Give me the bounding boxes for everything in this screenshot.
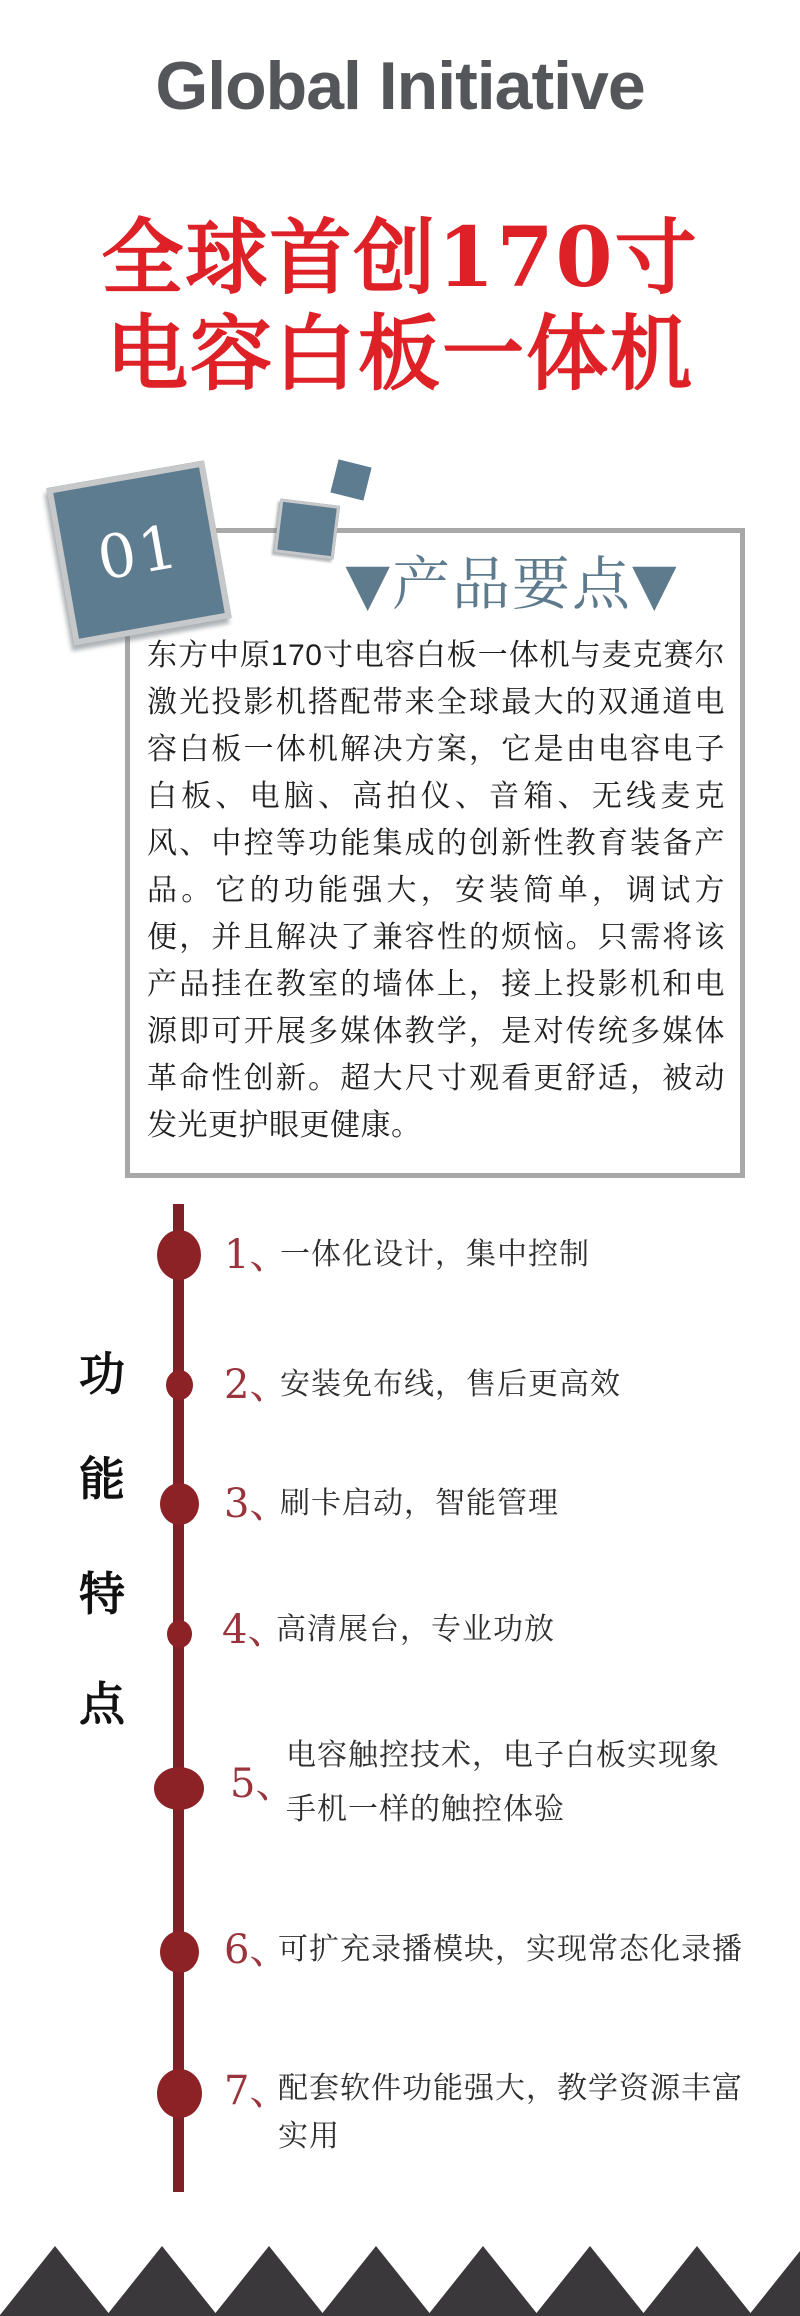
zigzag-border xyxy=(0,2238,800,2316)
feature-text-2: 安装免布线，售后更高效 xyxy=(280,1368,621,1401)
feature-text-6: 可扩充录播模块，实现常态化录播 xyxy=(278,1933,743,1966)
feature-number-1: 1、 xyxy=(224,1232,290,1278)
timeline-dot-1 xyxy=(157,1230,201,1280)
timeline-line xyxy=(173,1204,184,2192)
timeline-dot-3 xyxy=(160,1483,199,1525)
section-number-label: 01 xyxy=(92,511,186,595)
section-number-badge xyxy=(46,460,231,645)
feature-text-3: 刷卡启动，智能管理 xyxy=(280,1487,559,1520)
timeline-dot-5 xyxy=(154,1767,204,1810)
page-title-english: Global Initiative xyxy=(155,48,645,124)
feature-number-2: 2、 xyxy=(224,1362,290,1408)
feature-text-4: 高清展台，专业功放 xyxy=(276,1613,555,1646)
feature-number-7: 7、 xyxy=(224,2068,290,2114)
page-title-chinese-line2: 电容白板一体机 xyxy=(105,306,694,402)
vertical-label-char-3: 特 xyxy=(79,1568,125,1620)
timeline-dot-4 xyxy=(167,1620,192,1648)
feature-number-4: 4、 xyxy=(222,1607,288,1653)
vertical-label-char-4: 点 xyxy=(79,1678,125,1730)
feature-number-5: 5、 xyxy=(230,1761,296,1807)
feature-number-6: 6、 xyxy=(224,1927,290,1973)
decorative-square-medium xyxy=(274,499,340,560)
feature-number-3: 3、 xyxy=(224,1481,290,1527)
timeline-dot-6 xyxy=(160,1931,199,1973)
decorative-square-small xyxy=(330,459,371,500)
vertical-label-char-2: 能 xyxy=(79,1453,125,1505)
product-description-paragraph: 东方中原170寸电容白板一体机与麦克赛尔激光投影机搭配带来全球最大的双通道电容白板一体机解决方案，它是由电容电子白板、电脑、高拍仪、音箱、无线麦克风、中控等功能集成的创新性教育装备产品。它的功能强大，安装简单，调试方便，并且解决了兼容性的烦恼。只需将该产品挂在教室的墙体上，接上投影机和电源即可开展多媒体教学，是对传统多媒体革命性创新。超大尺寸观看更舒适，被动发光更护眼更健康。 xyxy=(147,639,725,1142)
section-heading: ▼产品要点▼ xyxy=(345,550,679,618)
feature-text-5: 电容触控技术，电子白板实现象手机一样的触控体验 xyxy=(286,1739,720,1826)
timeline-dot-7 xyxy=(157,2069,202,2118)
vertical-label-char-1: 功 xyxy=(79,1348,125,1400)
feature-text-1: 一体化设计，集中控制 xyxy=(280,1238,590,1271)
timeline-dot-2 xyxy=(166,1370,193,1400)
page-title-chinese-line1: 全球首创170寸 xyxy=(101,210,699,306)
feature-text-7: 配套软件功能强大，教学资源丰富实用 xyxy=(278,2072,743,2153)
